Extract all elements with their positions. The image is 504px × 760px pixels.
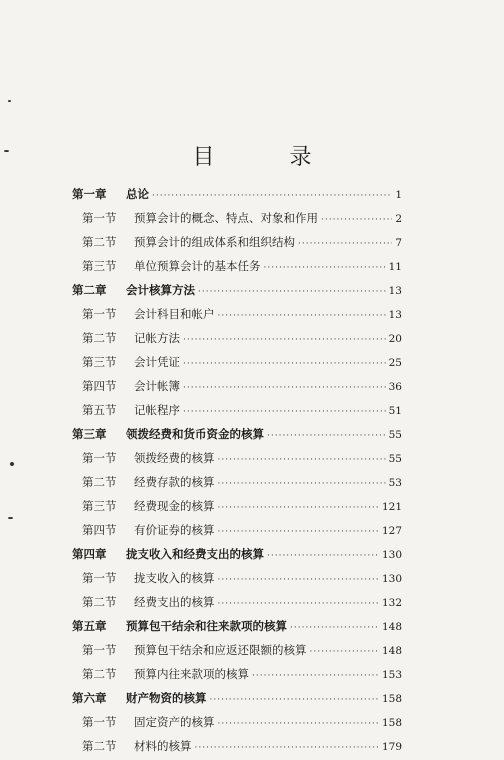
toc-section-row [72, 326, 402, 350]
toc-dot-leader [218, 520, 379, 544]
toc-page-number: 121 [381, 501, 402, 513]
scan-speck [8, 100, 11, 102]
toc-entry-label: 第二节 [82, 331, 117, 345]
toc-chapter-row [72, 422, 402, 446]
toc-dot-leader [252, 664, 379, 688]
toc-section-row [72, 350, 402, 374]
toc-dot-leader [218, 496, 379, 520]
toc-dot-leader [290, 616, 379, 640]
toc-entry-title: 记帐方法 [134, 331, 180, 345]
toc-dot-leader [183, 328, 386, 352]
toc-entry-title: 经费支出的核算 [134, 595, 215, 609]
toc-dot-leader [218, 304, 386, 328]
toc-section-row [72, 254, 402, 278]
toc-entry-label: 第一节 [82, 715, 117, 729]
toc-entry-label: 第四节 [82, 523, 117, 537]
toc-page-number: 153 [381, 669, 402, 681]
toc-entry-label: 第二节 [82, 739, 117, 753]
toc-entry-label: 第一章 [72, 187, 107, 201]
toc-entry-title: 会计帐簿 [134, 379, 180, 393]
toc-section-row [72, 230, 402, 254]
toc-entry-title: 领拨经费的核算 [134, 451, 215, 465]
toc-entry-title: 预算内往来款项的核算 [134, 667, 249, 681]
toc-page-number: 55 [388, 453, 402, 465]
toc-section-row [72, 398, 402, 422]
toc-page-number: 13 [388, 309, 402, 321]
toc-entry-label: 第六章 [72, 691, 107, 705]
toc-page-number: 13 [388, 285, 402, 297]
toc-section-row [72, 470, 402, 494]
table-of-contents [72, 182, 402, 758]
toc-entry-title: 固定资产的核算 [134, 715, 215, 729]
toc-entry-title: 记帐程序 [134, 403, 180, 417]
toc-entry-title: 经费存款的核算 [134, 475, 215, 489]
toc-entry-label: 第三节 [82, 355, 117, 369]
toc-section-row [72, 662, 402, 686]
toc-chapter-row [72, 614, 402, 638]
toc-section-row [72, 638, 402, 662]
toc-chapter-row [72, 278, 402, 302]
toc-section-row [72, 518, 402, 542]
toc-entry-title: 有价证券的核算 [134, 523, 215, 537]
toc-entry-title: 会计凭证 [134, 355, 180, 369]
toc-dot-leader [218, 568, 379, 592]
toc-dot-leader [310, 640, 379, 664]
toc-page-number: 130 [381, 573, 402, 585]
toc-entry-label: 第二节 [82, 595, 117, 609]
toc-page-number: 130 [381, 549, 402, 561]
toc-dot-leader [183, 400, 386, 424]
toc-entry-title: 材料的核算 [134, 739, 192, 753]
toc-page-number: 53 [388, 477, 402, 489]
toc-entry-label: 第一节 [82, 211, 117, 225]
toc-entry-label: 第三章 [72, 427, 107, 441]
toc-chapter-row [72, 686, 402, 710]
toc-entry-title: 预算会计的组成体系和组织结构 [134, 235, 295, 249]
toc-dot-leader [198, 280, 386, 304]
toc-entry-title: 预算会计的概念、特点、对象和作用 [134, 211, 318, 225]
toc-page-number: 1 [395, 189, 402, 201]
toc-page-number: 2 [395, 213, 402, 225]
toc-section-row [72, 302, 402, 326]
toc-section-row [72, 734, 402, 758]
toc-page-number: 51 [388, 405, 402, 417]
toc-dot-leader [321, 208, 392, 232]
toc-entry-label: 第五章 [72, 619, 107, 633]
toc-page-number: 158 [381, 693, 402, 705]
toc-entry-label: 第一节 [82, 571, 117, 585]
toc-entry-label: 第二节 [82, 667, 117, 681]
toc-section-row [72, 374, 402, 398]
toc-entry-title: 拢支收入和经费支出的核算 [126, 547, 264, 561]
toc-entry-title: 财产物资的核算 [126, 691, 207, 705]
toc-dot-leader [298, 232, 392, 256]
toc-section-row [72, 590, 402, 614]
toc-dot-leader [218, 448, 386, 472]
toc-page-number: 148 [381, 621, 402, 633]
toc-entry-label: 第一节 [82, 643, 117, 657]
toc-page-number: 132 [381, 597, 402, 609]
toc-dot-leader [183, 376, 386, 400]
toc-page-number: 179 [381, 741, 402, 753]
toc-entry-label: 第四节 [82, 379, 117, 393]
scan-speck [10, 462, 14, 466]
toc-entry-title: 会计科目和帐户 [134, 307, 215, 321]
toc-entry-label: 第三节 [82, 499, 117, 513]
toc-entry-label: 第二节 [82, 235, 117, 249]
toc-page-number: 7 [395, 237, 402, 249]
page-title: 目 录 [192, 145, 346, 170]
toc-page-number: 36 [388, 381, 402, 393]
toc-chapter-row [72, 182, 402, 206]
toc-entry-title: 拢支收入的核算 [134, 571, 215, 585]
toc-page-number: 148 [381, 645, 402, 657]
toc-page-number: 158 [381, 717, 402, 729]
scan-speck [8, 517, 13, 519]
toc-dot-leader [210, 688, 379, 712]
toc-entry-title: 预算包干结余和应返还限额的核算 [134, 643, 307, 657]
toc-section-row [72, 206, 402, 230]
toc-page-number: 11 [388, 261, 402, 273]
toc-entry-label: 第三节 [82, 259, 117, 273]
toc-entry-label: 第一节 [82, 307, 117, 321]
toc-page-number: 127 [381, 525, 402, 537]
toc-entry-label: 第一节 [82, 451, 117, 465]
toc-entry-label: 第五节 [82, 403, 117, 417]
toc-dot-leader [218, 472, 386, 496]
toc-entry-label: 第四章 [72, 547, 107, 561]
toc-entry-title: 会计核算方法 [126, 283, 195, 297]
toc-section-row [72, 494, 402, 518]
toc-entry-title: 预算包干结余和往来款项的核算 [126, 619, 287, 633]
toc-page-number: 55 [388, 429, 402, 441]
toc-section-row [72, 710, 402, 734]
toc-dot-leader [183, 352, 386, 376]
toc-dot-leader [195, 736, 379, 760]
toc-page-number: 20 [388, 333, 402, 345]
toc-entry-title: 总论 [126, 187, 149, 201]
toc-entry-label: 第二节 [82, 475, 117, 489]
toc-page-number: 25 [388, 357, 402, 369]
toc-entry-title: 经费现金的核算 [134, 499, 215, 513]
toc-section-row [72, 566, 402, 590]
toc-dot-leader [264, 256, 386, 280]
toc-chapter-row [72, 542, 402, 566]
toc-entry-title: 领拨经费和货币资金的核算 [126, 427, 264, 441]
toc-dot-leader [267, 424, 386, 448]
toc-entry-title: 单位预算会计的基本任务 [134, 259, 261, 273]
toc-dot-leader [267, 544, 379, 568]
toc-dot-leader [152, 184, 392, 208]
toc-entry-label: 第二章 [72, 283, 107, 297]
toc-dot-leader [218, 592, 379, 616]
toc-section-row [72, 446, 402, 470]
